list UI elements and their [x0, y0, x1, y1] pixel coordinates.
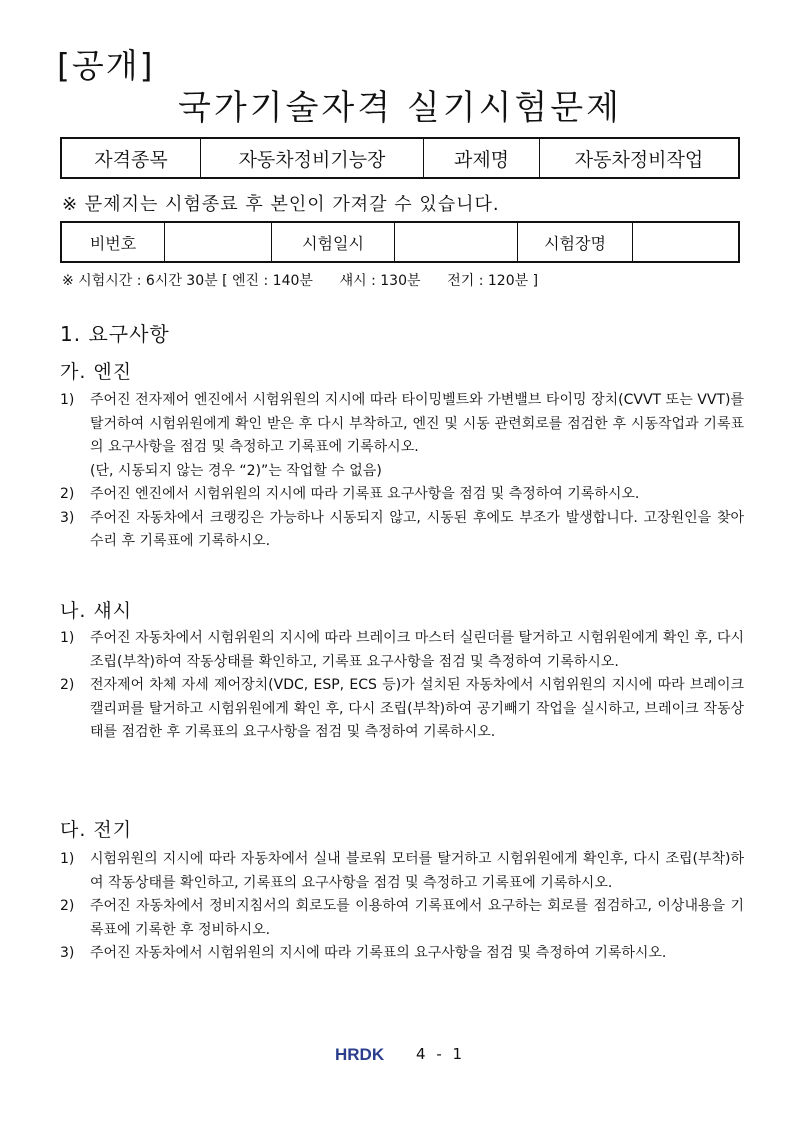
- qualification-label: 자격종목: [61, 138, 201, 178]
- item-number: 3): [60, 509, 75, 526]
- subsection-heading-engine: 가. 엔진: [60, 361, 133, 383]
- list-item: [60, 507, 744, 554]
- place-label: 시험장명: [518, 222, 633, 262]
- svg-text:HRDK: HRDK: [334, 1044, 385, 1064]
- page-footer: [0, 1043, 800, 1064]
- subsection-heading-chassis: 나. 섀시: [60, 600, 133, 622]
- date-field[interactable]: [395, 222, 518, 262]
- item-number: 1): [60, 392, 75, 408]
- public-label: [공개]: [57, 46, 155, 85]
- item-text: 주어진 자동차에서 시험위원의 지시에 따라 기록표의 요구사항을 점검 및 측정하여 기록하시오.: [90, 945, 667, 961]
- place-field[interactable]: [633, 222, 740, 262]
- qualification-info-table: [60, 137, 740, 179]
- chassis-requirements-list: [60, 627, 744, 745]
- list-item: [60, 895, 744, 942]
- list-item: [60, 942, 744, 966]
- list-item: [60, 483, 744, 507]
- number-label: 비번호: [61, 222, 165, 262]
- date-label: 시험일시: [272, 222, 395, 262]
- item-text: 시험위원의 지시에 따라 자동차에서 실내 블로워 모터를 탈거하고 시험위원에게 확인후, 다시 조립(부착)하여 작동상태를 확인하고, 기록표의 요구사항을 점검 및 측정하고 기록표에 기록하시오.: [90, 851, 744, 891]
- engine-requirements-list: [60, 389, 744, 554]
- item-text: 주어진 자동차에서 시험위원의 지시에 따라 브레이크 마스터 실린더를 탈거하고 시험위원에게 확인 후, 다시 조립(부착)하여 작동상태를 확인하고, 기록표 요구사항을 점검 및 측정하여 기록하시오.: [90, 630, 744, 670]
- item-text: 주어진 전자제어 엔진에서 시험위원의 지시에 따라 타이밍벨트와 가변밸브 타이밍 장치(CVVT 또는 VVT)를 탈거하여 시험위원에게 확인 받은 후 다시 부착하고, 엔진 및 시동 관련회로를 점검한 후 시동작업과 기록표의 요구사항을 점검 및 측정하고 기록표에 기록하시오.: [90, 392, 744, 455]
- item-text: 전자제어 차체 자세 제어장치(VDC, ESP, ECS 등)가 설치된 자동차에서 시험위원의 지시에 따라 브레이크 캘리퍼를 탈거하고 시험위원에게 확인 후, 다시 조립(부착)하여 공기빼기 작업을 실시하고, 브레이크 작동상태를 점검한 후 기록표의 요구사항을 점검 및 측정하여 기록하시오.: [90, 677, 744, 740]
- hrdk-logo: [335, 1044, 399, 1064]
- time-note: ※ 시험시간 : 6시간 30분 [ 엔진 : 140분 섀시 : 130분 전기 : 120분 ]: [62, 273, 539, 289]
- item-number: 2): [60, 677, 75, 693]
- item-text: 주어진 자동차에서 정비지침서의 회로도를 이용하여 기록표에서 요구하는 회로를 점검하고, 이상내용을 기록표에 기록한 후 정비하시오.: [90, 898, 744, 938]
- list-item: [60, 389, 744, 460]
- item-number: 2): [60, 898, 75, 914]
- item-note: (단, 시동되지 않는 경우 “2)”는 작업할 수 없음): [90, 462, 382, 479]
- list-item: [60, 627, 744, 674]
- qualification-value: 자동차정비기능장: [201, 138, 424, 178]
- page-number: 4 - 1: [416, 1044, 466, 1063]
- list-item: [60, 848, 744, 895]
- electrical-requirements-list: [60, 848, 744, 966]
- item-number: 3): [60, 945, 75, 961]
- subsection-heading-electrical: 다. 전기: [60, 819, 133, 841]
- number-field[interactable]: [165, 222, 272, 262]
- item-text: 주어진 자동차에서 크랭킹은 가능하나 시동되지 않고, 시동된 후에도 부조가 발생합니다. 고장원인을 찾아 수리 후 기록표에 기록하시오.: [90, 509, 744, 549]
- item-text: 주어진 엔진에서 시험위원의 지시에 따라 기록표 요구사항을 점검 및 측정하여 기록하시오.: [90, 486, 640, 502]
- task-label: 과제명: [424, 138, 540, 178]
- candidate-id-table: [60, 221, 740, 263]
- task-value: 자동차정비작업: [540, 138, 740, 178]
- section-heading: 1. 요구사항: [60, 322, 170, 346]
- list-item: [60, 674, 744, 745]
- item-number: 2): [60, 486, 75, 502]
- notice-text: ※ 문제지는 시험종료 후 본인이 가져갈 수 있습니다.: [62, 194, 500, 215]
- page-title: 국가기술자격 실기시험문제: [178, 88, 622, 128]
- item-number: 1): [60, 630, 75, 646]
- item-number: 1): [60, 851, 75, 867]
